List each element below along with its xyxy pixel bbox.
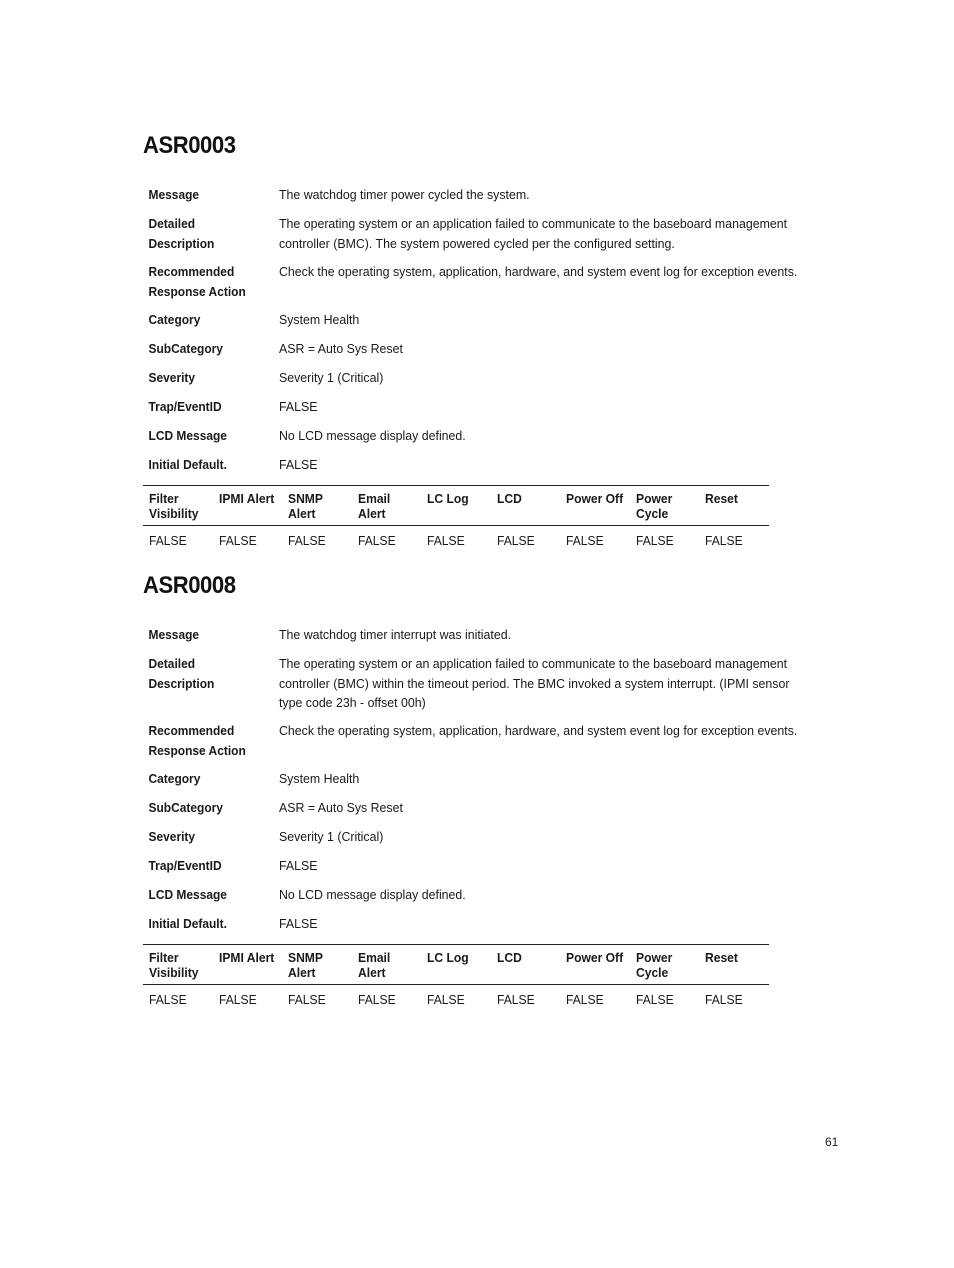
property-row [143, 185, 843, 214]
filter-header: LCD [496, 491, 522, 506]
property-value: ASR = Auto Sys Reset [279, 800, 403, 815]
property-label: Initial Default. [148, 916, 227, 931]
filter-header: Power Cycle [635, 491, 673, 521]
property-label: LCD Message [148, 428, 227, 443]
property-list [143, 625, 843, 943]
property-label: Severity [148, 370, 196, 385]
property-value: Severity 1 (Critical) [279, 829, 384, 844]
property-value: FALSE [279, 916, 318, 931]
property-label: Recommended Response Action [148, 723, 246, 758]
filter-header-row [143, 945, 769, 985]
filter-value: FALSE [218, 992, 257, 1007]
filter-header: LC Log [427, 491, 469, 506]
filter-header: Email Alert [357, 950, 390, 980]
property-label: Message [148, 627, 200, 642]
filter-header: Reset [705, 491, 739, 506]
property-row [143, 310, 843, 339]
property-value: The watchdog timer interrupt was initiated. [279, 627, 512, 642]
property-row [143, 339, 843, 368]
filter-value: FALSE [149, 533, 187, 548]
property-label: LCD Message [148, 887, 227, 902]
property-value: The operating system or an application failed to communicate to the baseboard management controller (BMC). The system powered cycled per the configured setting. [279, 216, 788, 251]
filter-value: FALSE [705, 992, 744, 1007]
property-label: Trap/EventID [148, 399, 222, 414]
property-value: ASR = Auto Sys Reset [279, 341, 403, 356]
filter-value: FALSE [496, 533, 535, 548]
property-row [143, 914, 843, 943]
property-row [143, 214, 843, 262]
filter-value: FALSE [218, 533, 257, 548]
property-value: No LCD message display defined. [279, 428, 466, 443]
property-row [143, 426, 843, 455]
message-id-heading: ASR0008 [143, 572, 236, 599]
filter-value: FALSE [357, 992, 396, 1007]
filter-value: FALSE [427, 992, 465, 1007]
filter-value: FALSE [149, 992, 187, 1007]
property-value: FALSE [279, 457, 318, 472]
property-row [143, 397, 843, 426]
property-label: Initial Default. [148, 457, 227, 472]
filter-header: SNMP Alert [288, 491, 324, 521]
filter-header: SNMP Alert [288, 950, 324, 980]
property-label: SubCategory [148, 341, 223, 356]
property-row [143, 654, 843, 721]
property-label: Detailed Description [148, 656, 215, 691]
filter-value: FALSE [288, 992, 326, 1007]
property-label: Trap/EventID [148, 858, 222, 873]
filter-value: FALSE [288, 533, 326, 548]
property-row [143, 455, 843, 484]
property-row [143, 368, 843, 397]
filter-value: FALSE [566, 992, 604, 1007]
filter-header: Reset [705, 950, 739, 965]
property-value: Severity 1 (Critical) [279, 370, 384, 385]
filter-value: FALSE [496, 992, 535, 1007]
filter-header: Power Off [566, 950, 624, 965]
filter-value: FALSE [357, 533, 396, 548]
filter-header: Filter Visibility [149, 950, 199, 980]
property-value: Check the operating system, application, hardware, and system event log for exception events. [279, 264, 798, 279]
property-label: SubCategory [148, 800, 223, 815]
property-label: Recommended Response Action [148, 264, 246, 299]
filter-value: FALSE [566, 533, 604, 548]
message-id-heading: ASR0003 [143, 132, 236, 159]
filter-value: FALSE [705, 533, 744, 548]
filter-value: FALSE [427, 533, 465, 548]
property-label: Detailed Description [148, 216, 215, 251]
property-row [143, 769, 843, 798]
filter-header: Power Off [566, 491, 624, 506]
filter-header: Email Alert [357, 491, 390, 521]
property-value: No LCD message display defined. [279, 887, 466, 902]
property-value: System Health [279, 312, 360, 327]
property-value: FALSE [279, 858, 318, 873]
filter-value-row [143, 526, 769, 549]
property-label: Category [148, 312, 201, 327]
property-list [143, 185, 843, 484]
filter-header: Filter Visibility [149, 491, 199, 521]
property-value: The watchdog timer power cycled the system. [279, 187, 530, 202]
property-value: FALSE [279, 399, 318, 414]
property-label: Message [148, 187, 200, 202]
message-section [143, 572, 843, 943]
property-row [143, 262, 843, 310]
filter-table [143, 944, 769, 1007]
filter-value: FALSE [635, 533, 674, 548]
page-number: 61 [825, 1135, 839, 1149]
property-row [143, 856, 843, 885]
property-label: Severity [148, 829, 196, 844]
filter-header-row [143, 486, 769, 526]
property-row [143, 885, 843, 914]
filter-header: Power Cycle [635, 950, 673, 980]
filter-value: FALSE [635, 992, 674, 1007]
filter-header: IPMI Alert [218, 491, 274, 506]
property-row [143, 625, 843, 654]
property-row [143, 798, 843, 827]
property-row [143, 721, 843, 769]
property-value: Check the operating system, application, hardware, and system event log for exception events. [279, 723, 798, 738]
property-row [143, 827, 843, 856]
property-label: Category [148, 771, 201, 786]
filter-table [143, 485, 769, 548]
filter-value-row [143, 985, 769, 1008]
property-value: System Health [279, 771, 360, 786]
filter-header: IPMI Alert [218, 950, 274, 965]
filter-header: LC Log [427, 950, 469, 965]
filter-header: LCD [496, 950, 522, 965]
property-value: The operating system or an application failed to communicate to the baseboard management controller (BMC) within the timeout period. The BMC invoked a system interrupt. (IPMI sensor type code 23h - offset 00h) [279, 656, 790, 710]
message-section [143, 132, 843, 484]
